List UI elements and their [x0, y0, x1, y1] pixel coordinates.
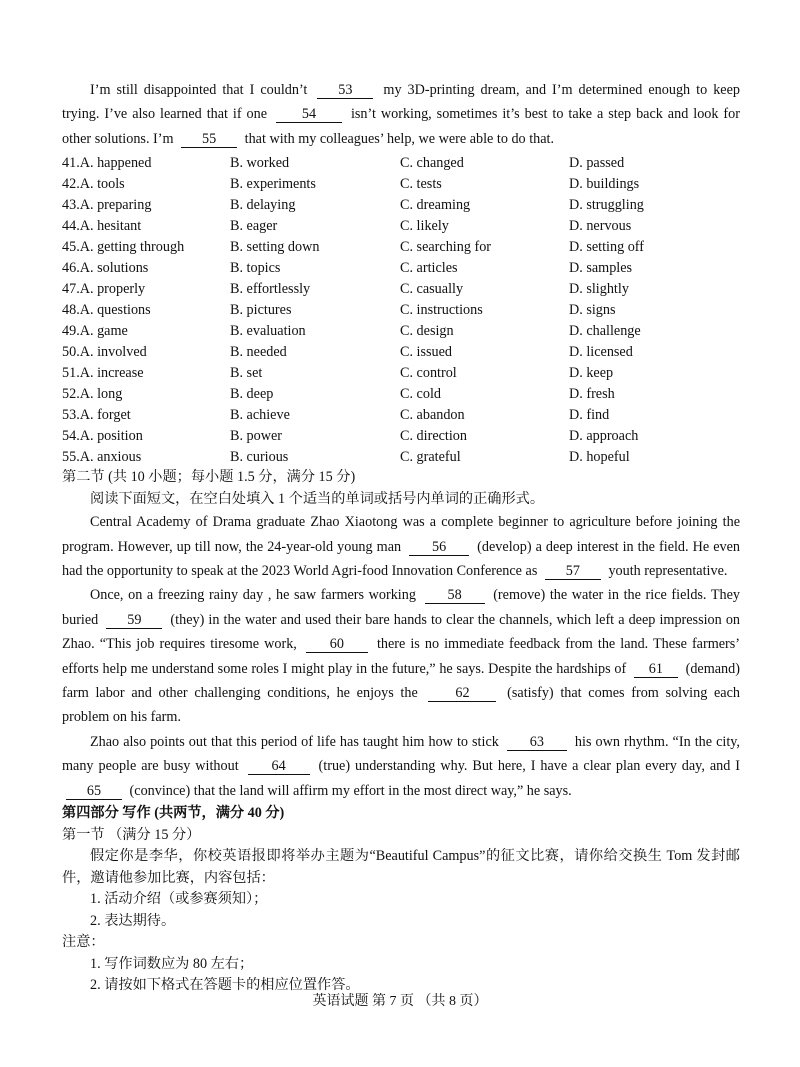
paragraph-text: there is no immediate feedback from the land. These farmers’ efforts help me understand some roles I might play in the future,” he says. Despite the hardships of [62, 636, 740, 677]
option-row [62, 405, 740, 426]
option-row [62, 447, 740, 468]
option-choice: 52.A. long [62, 386, 123, 403]
option-row [62, 174, 740, 195]
option-choice: B. curious [230, 449, 289, 466]
grammar-paragraph [62, 583, 740, 729]
option-row [62, 258, 740, 279]
option-choice: C. direction [400, 428, 467, 445]
option-choice: B. experiments [230, 176, 316, 193]
note-label: 注意： [62, 934, 105, 951]
option-choice: B. power [230, 428, 283, 445]
option-row [62, 321, 740, 342]
option-choice: D. struggling [569, 197, 644, 214]
option-row [62, 237, 740, 258]
option-choice: B. pictures [230, 302, 292, 319]
grammar-paragraph [62, 730, 740, 803]
option-choice: B. setting down [230, 239, 320, 256]
answer-blank: 53 [317, 83, 373, 99]
option-choice: D. slightly [569, 281, 629, 298]
option-choice: 49.A. game [62, 323, 128, 340]
option-choice: 41.A. happened [62, 155, 152, 172]
section2-heading: 第二节 (共 10 小题；每小题 1.5 分，满分 15 分) [62, 469, 356, 486]
option-row [62, 300, 740, 321]
paragraph-text: (demand) farm labor and other challenging conditions, he enjoys the [62, 660, 740, 702]
paragraph-text: isn’t working, sometimes it’s best to take a step back and look for other solutions. I’m [62, 106, 740, 147]
option-choice: D. setting off [569, 239, 645, 256]
option-choice: 42.A. tools [62, 176, 125, 193]
section2-instruction: 阅读下面短文，在空白处填入 1 个适当的单词或括号内单词的正确形式。 [90, 490, 545, 507]
option-choice: C. dreaming [400, 197, 471, 214]
page-footer: 英语试题 第 7 页 （共 8 页） [312, 994, 488, 1009]
option-choice: 43.A. preparing [62, 197, 152, 214]
option-choice: C. control [400, 365, 457, 382]
answer-blank: 58 [425, 588, 485, 604]
option-choice: C. instructions [400, 302, 483, 319]
paragraph-text: (remove) the water in the rice fields. They buried [62, 587, 741, 628]
option-choice: D. approach [569, 428, 639, 445]
option-choice: D. passed [569, 155, 625, 172]
option-choice: 54.A. position [62, 428, 143, 445]
option-choice: 55.A. anxious [62, 449, 142, 466]
answer-blank: 62 [428, 686, 496, 702]
option-choice: B. worked [230, 155, 290, 172]
option-choice: C. grateful [400, 449, 461, 466]
option-row [62, 216, 740, 237]
paragraph-text: that with my colleagues’ help, we were able to do that. [241, 130, 555, 147]
paragraph-text: Central Academy of Drama graduate Zhao Xiaotong was a complete beginner to agriculture before joining the program. However, up till now, the 24-year-old young man [62, 514, 740, 555]
option-choice: C. casually [400, 281, 464, 298]
option-row [62, 342, 740, 363]
option-choice: D. licensed [569, 344, 633, 361]
paragraph-text: (they) in the water and used their bare hands to clear the channels, which left a deep impression on Zhao. “This job requires tiresome work, [62, 611, 741, 653]
option-row [62, 279, 740, 300]
option-choice: D. keep [569, 365, 614, 382]
paragraph-text: (satisfy) that comes from solving each problem on his farm. [62, 685, 740, 726]
option-row [62, 384, 740, 405]
paragraph-text: (convince) that the land will affirm my effort in the most direct way,” he says. [126, 782, 572, 799]
option-choice: C. likely [400, 218, 449, 235]
option-choice: B. evaluation [230, 323, 306, 340]
option-choice: B. set [230, 365, 263, 382]
option-choice: C. issued [400, 344, 453, 361]
answer-blank: 64 [248, 759, 310, 775]
option-choice: D. buildings [569, 176, 640, 193]
options-table [62, 153, 740, 468]
answer-blank: 57 [545, 564, 601, 580]
option-choice: B. deep [230, 386, 274, 403]
option-choice: D. samples [569, 260, 633, 277]
option-choice: D. signs [569, 302, 616, 319]
option-choice: C. abandon [400, 407, 465, 424]
paragraph-text: youth representative. [604, 563, 728, 580]
paragraph-text: I’m still disappointed that I couldn’t [90, 82, 314, 98]
exam-page [62, 78, 740, 997]
paragraph-text: Zhao also points out that this period of life has taught him how to stick [90, 733, 503, 750]
option-choice: D. fresh [569, 386, 615, 403]
passage-paragraph [62, 78, 740, 151]
option-row [62, 195, 740, 216]
option-choice: C. design [400, 323, 454, 340]
writing-prompt: 假定你是李华，你校英语报即将举办主题为“Beautiful Campus”的征文比赛，请你给交换生 Tom 发封邮件，邀请他参加比赛，内容包括： [62, 848, 740, 886]
option-choice: C. articles [400, 260, 458, 277]
option-choice: C. cold [400, 386, 441, 403]
part4-section1: 第一节 （满分 15 分） [62, 826, 201, 843]
option-choice: 45.A. getting through [62, 239, 185, 256]
paragraph-text: (true) understanding why. But here, I have a clear plan every day, and I [313, 758, 740, 775]
option-choice: B. topics [230, 260, 281, 277]
note-item: 1. 写作词数应为 80 左右； [90, 955, 254, 972]
writing-point: 2. 表达期待。 [90, 912, 176, 929]
option-choice: C. changed [400, 155, 464, 172]
paragraph-text: Once, on a freezing rainy day , he saw farmers working [90, 587, 421, 604]
answer-blank: 54 [276, 107, 342, 123]
option-choice: 53.A. forget [62, 407, 131, 424]
answer-blank: 56 [409, 540, 469, 556]
option-choice: C. tests [400, 176, 442, 193]
option-row [62, 363, 740, 384]
answer-blank: 55 [181, 132, 237, 148]
option-choice: B. achieve [230, 407, 290, 424]
option-choice: D. hopeful [569, 449, 630, 466]
answer-blank: 65 [66, 784, 122, 800]
answer-blank: 61 [634, 662, 678, 678]
note-item: 2. 请按如下格式在答题卡的相应位置作答。 [90, 977, 360, 994]
option-choice: D. find [569, 407, 610, 424]
option-choice: D. nervous [569, 218, 632, 235]
answer-blank: 60 [306, 637, 368, 653]
option-choice: 44.A. hesitant [62, 218, 142, 235]
option-choice: 51.A. increase [62, 365, 144, 382]
part4-heading: 第四部分 写作 (共两节，满分 40 分) [62, 805, 285, 822]
option-choice: 47.A. properly [62, 281, 146, 298]
option-row [62, 426, 740, 447]
option-choice: B. eager [230, 218, 278, 235]
option-choice: 46.A. solutions [62, 260, 149, 277]
option-choice: B. needed [230, 344, 287, 361]
option-choice: C. searching for [400, 239, 492, 256]
writing-point: 1. 活动介绍（或参赛须知）； [90, 891, 268, 908]
option-choice: B. effortlessly [230, 281, 311, 298]
option-choice: 48.A. questions [62, 302, 151, 319]
answer-blank: 59 [106, 613, 162, 629]
option-choice: B. delaying [230, 197, 296, 214]
paragraph-text: his own rhythm. “In the city, many people are busy without [62, 733, 740, 775]
option-choice: 50.A. involved [62, 344, 147, 361]
answer-blank: 63 [507, 735, 567, 751]
paragraph-text: (develop) a deep interest in the field. He even had the opportunity to speak at the 2023 World Agri-food Innovation Conference as [62, 538, 740, 580]
option-row [62, 153, 740, 174]
grammar-paragraph [62, 510, 740, 583]
option-choice: D. challenge [569, 323, 641, 340]
paragraph-text: my 3D-printing dream, and I’m determined enough to keep trying. I’ve also learned that if one [62, 82, 740, 123]
